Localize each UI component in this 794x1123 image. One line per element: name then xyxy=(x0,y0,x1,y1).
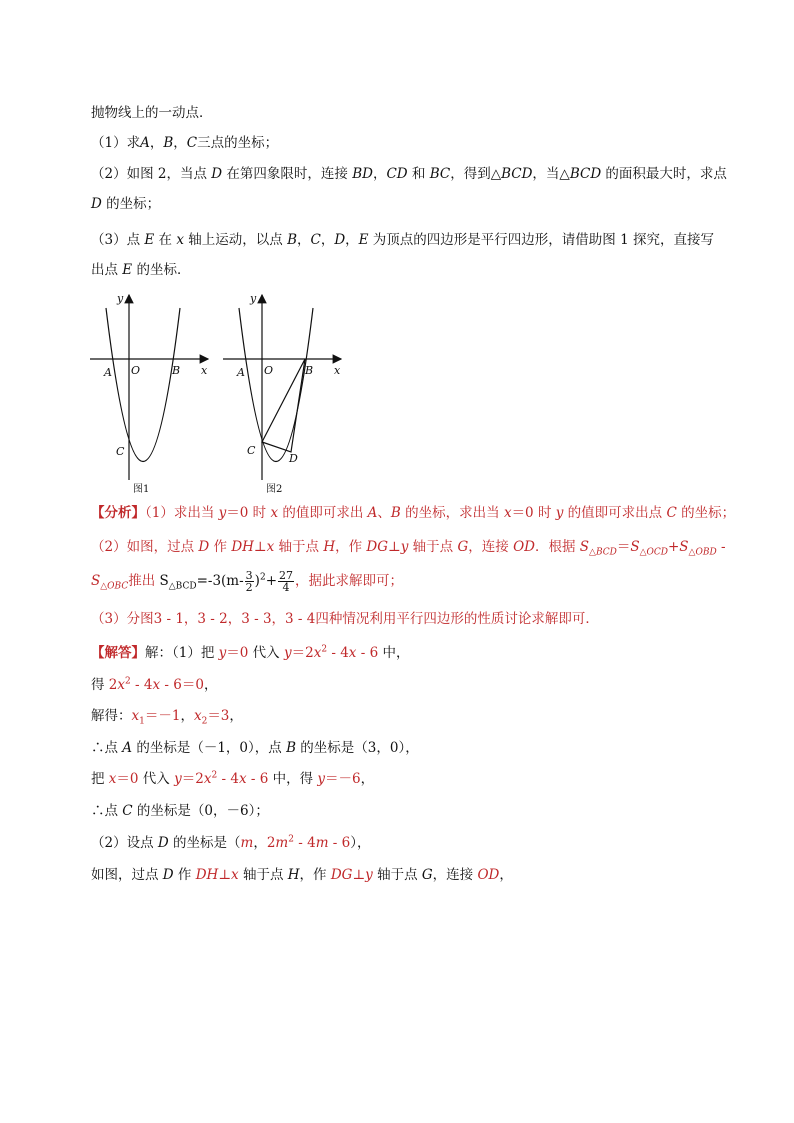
figure-2 xyxy=(221,290,351,495)
figure-1-svg xyxy=(88,290,218,495)
problem-part-3: （3）点 E 在 x 轴上运动，以点 B，C，D，E 为顶点的四边形是平行四边形，请借助图 1 探究，直接写 xyxy=(91,232,714,248)
solution-line-3: 解得：$x_1=-1$，$x_2=3$， xyxy=(91,708,243,727)
label-B: B xyxy=(172,364,181,377)
label-O: O xyxy=(131,364,141,377)
analysis-line-2: （2）如图，过点 D 作 DH⊥x 轴于点 H，作 DG⊥y 轴于点 G，连接 OD．根据 $S_{\triangle BCD}=S_{\triangle OCD}+S_{\triangle OBD}$ - xyxy=(91,539,726,558)
solution-line-1: 【解答】解：（1）把 y＝0 代入 $y=2x^2 - 4x - 6$ 中， xyxy=(91,644,410,661)
problem-part-3-cont: 出点 E 的坐标． xyxy=(91,262,191,278)
label-y: y xyxy=(250,292,257,305)
label-C: C xyxy=(116,445,125,458)
analysis-line-4: （3）分图3 - 1，3 - 2，3 - 3，3 - 4四种情况利用平行四边形的性质讨论求解即可． xyxy=(91,611,599,627)
figure-2-caption: 图2 xyxy=(266,484,283,495)
label-D: D xyxy=(289,452,298,465)
solution-line-7: （2）设点 D 的坐标是（m，$2m^2 - 4m - 6$）， xyxy=(91,834,371,851)
parabola xyxy=(106,308,180,462)
label-A: A xyxy=(237,366,245,379)
problem-part-2-cont: D 的坐标； xyxy=(91,196,161,212)
label-x: x xyxy=(334,364,341,377)
label-B: B xyxy=(305,364,314,377)
label-x: x xyxy=(201,364,208,377)
label-O: O xyxy=(264,364,274,377)
figure-2-svg xyxy=(221,290,351,495)
solution-line-4: ∴点 A 的坐标是（－1，0），点 B 的坐标是（3，0）， xyxy=(91,740,419,756)
analysis-line-1: 【分析】（1）求出当 y＝0 时 x 的值即可求出 A、B 的坐标，求出当 x＝0 时 y 的值即可求出点 C 的坐标； xyxy=(91,505,736,521)
solution-line-2: 得 $2x^2 - 4x - 6=0$， xyxy=(91,676,218,693)
solution-line-8: 如图，过点 D 作 DH⊥x 轴于点 H，作 DG⊥y 轴于点 G，连接 OD， xyxy=(91,867,513,883)
label-y: y xyxy=(117,292,124,305)
figure-1 xyxy=(88,290,218,495)
analysis-line-3: $S_{\triangle OBC}$推出 $S_{\triangle BCD}=-3(m-$ $\frac{3}{2}$ )$^2$+ $\frac{27}{4}$ ，据此求解即可； xyxy=(91,569,403,594)
label-C: C xyxy=(247,444,256,457)
problem-part-2: （2）如图 2，当点 D 在第四象限时，连接 BD，CD 和 BC，得到△BCD，当△BCD 的面积最大时，求点 xyxy=(91,166,727,182)
label-A: A xyxy=(104,366,112,379)
figure-1-caption: 图1 xyxy=(133,484,150,495)
problem-part-1: （1）求A，B，C三点的坐标； xyxy=(91,135,279,151)
solution-line-5: 把 x＝0 代入 $y=2x^2 - 4x - 6$ 中，得 y＝－6， xyxy=(91,770,375,787)
parabola xyxy=(239,308,313,462)
problem-line-1: 抛物线上的一动点． xyxy=(91,105,213,121)
solution-line-6: ∴点 C 的坐标是（0，－6）； xyxy=(91,803,269,819)
